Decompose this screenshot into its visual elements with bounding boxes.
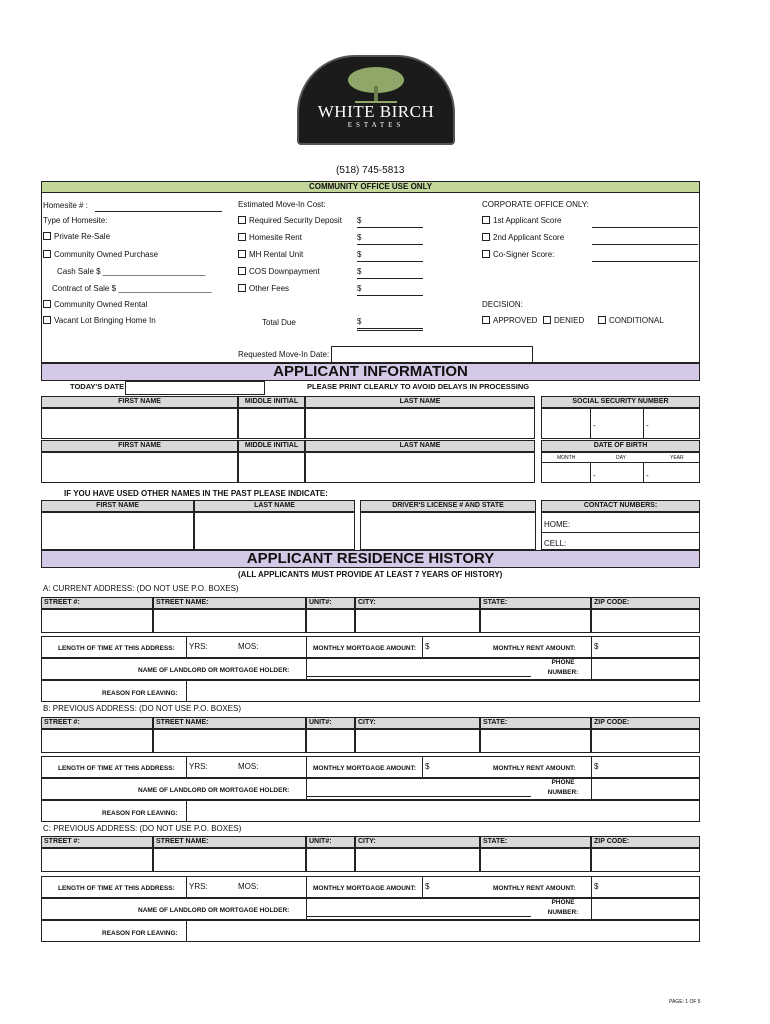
dollar-sign: $ — [357, 267, 362, 276]
zip-input[interactable] — [591, 729, 700, 753]
mortgage-amount-input[interactable]: $ — [425, 882, 430, 891]
landlord-phone-label: PHONE NUMBER: — [547, 659, 579, 676]
unit-input[interactable] — [306, 609, 355, 633]
dob-divider — [590, 462, 591, 483]
rent-label: MONTHLY RENT AMOUNT: — [493, 765, 576, 772]
other-last-name-input[interactable] — [194, 512, 355, 550]
length-label: LENGTH OF TIME AT THIS ADDRESS: — [58, 645, 175, 652]
checkbox-icon[interactable] — [482, 250, 490, 258]
rent-amount-input[interactable]: $ — [594, 762, 599, 771]
divider — [591, 756, 592, 778]
ssn-dash: - — [593, 421, 596, 430]
street-name-header: STREET NAME: — [153, 836, 306, 848]
dollar-sign: $ — [357, 216, 362, 225]
unit-header: UNIT#: — [306, 597, 355, 609]
dollar-sign: $ — [357, 317, 362, 326]
landlord-phone-label: PHONE NUMBER: — [547, 899, 579, 916]
first-name-header: FIRST NAME — [41, 396, 238, 408]
landlord-label: NAME OF LANDLORD OR MORTGAGE HOLDER: — [138, 787, 290, 794]
mh-rental-unit-option[interactable]: MH Rental Unit — [238, 250, 303, 260]
todays-date-label: TODAY'S DATE — [70, 382, 125, 391]
landlord-input[interactable] — [306, 796, 531, 797]
landlord-phone-label: PHONE NUMBER: — [547, 779, 579, 796]
conditional-option[interactable]: CONDITIONAL — [598, 316, 664, 326]
logo-title: WHITE BIRCH — [317, 102, 435, 121]
unit-input[interactable] — [306, 729, 355, 753]
middle-initial-header: MIDDLE INITIAL — [238, 440, 305, 452]
cos-downpayment-amount[interactable] — [357, 278, 423, 279]
yrs-label[interactable]: YRS: — [189, 642, 208, 651]
other-last-name-header: LAST NAME — [194, 500, 355, 512]
divider — [186, 756, 187, 778]
zip-input[interactable] — [591, 848, 700, 872]
dob-day-label: DAY — [616, 455, 626, 461]
length-label: LENGTH OF TIME AT THIS ADDRESS: — [58, 765, 175, 772]
mos-label[interactable]: MOS: — [238, 882, 259, 891]
state-header: STATE: — [480, 836, 591, 848]
divider — [186, 636, 187, 658]
mos-label[interactable]: MOS: — [238, 762, 259, 771]
mortgage-amount-input[interactable]: $ — [425, 762, 430, 771]
section-b-label: B: PREVIOUS ADDRESS: (DO NOT USE P.O. BOXES) — [43, 704, 241, 713]
divider — [422, 876, 423, 898]
checkbox-icon[interactable] — [482, 316, 490, 324]
city-input[interactable] — [355, 848, 480, 872]
checkbox-icon[interactable] — [482, 216, 490, 224]
other-first-name-input[interactable] — [41, 512, 194, 550]
last-name-input[interactable] — [305, 408, 535, 439]
mortgage-amount-input[interactable]: $ — [425, 642, 430, 651]
contact-numbers-header: CONTACT NUMBERS: — [541, 500, 700, 512]
dollar-sign: $ — [357, 233, 362, 242]
reason-label: REASON FOR LEAVING: — [102, 810, 178, 817]
last-name-header: LAST NAME — [305, 396, 535, 408]
section-a-label: A: CURRENT ADDRESS: (DO NOT USE P.O. BOXES) — [43, 584, 239, 593]
city-input[interactable] — [355, 729, 480, 753]
dob-dash: - — [646, 471, 649, 480]
last-name-header: LAST NAME — [305, 440, 535, 452]
city-header: CITY: — [355, 836, 480, 848]
office-phone: (518) 745-5813 — [336, 165, 405, 176]
contact-divider — [541, 532, 700, 533]
state-input[interactable] — [480, 848, 591, 872]
landlord-label: NAME OF LANDLORD OR MORTGAGE HOLDER: — [138, 667, 290, 674]
first-name-input[interactable] — [41, 452, 238, 483]
state-header: STATE: — [480, 717, 591, 729]
other-fees-amount[interactable] — [357, 295, 423, 296]
ssn-dash: - — [646, 421, 649, 430]
middle-initial-header: MIDDLE INITIAL — [238, 396, 305, 408]
street-number-header: STREET #: — [41, 717, 153, 729]
cash-sale-field[interactable]: Cash Sale $ _______________________ — [57, 267, 206, 276]
cos-downpayment-option[interactable]: COS Downpayment — [238, 267, 320, 277]
rent-amount-input[interactable]: $ — [594, 882, 599, 891]
mos-label[interactable]: MOS: — [238, 642, 259, 651]
home-phone-label: HOME: — [544, 520, 571, 529]
residence-history-title: APPLICANT RESIDENCE HISTORY — [246, 550, 495, 567]
yrs-label[interactable]: YRS: — [189, 762, 208, 771]
state-input[interactable] — [480, 609, 591, 633]
street-number-header: STREET #: — [41, 597, 153, 609]
ssn-divider — [643, 408, 644, 439]
denied-option[interactable]: DENIED — [543, 316, 584, 326]
checkbox-icon[interactable] — [43, 232, 51, 240]
residence-history-subtitle: (ALL APPLICANTS MUST PROVIDE AT LEAST 7 YEARS OF HISTORY) — [238, 570, 503, 579]
yrs-label[interactable]: YRS: — [189, 882, 208, 891]
length-label: LENGTH OF TIME AT THIS ADDRESS: — [58, 885, 175, 892]
street-name-header: STREET NAME: — [153, 717, 306, 729]
section-c-label: C: PREVIOUS ADDRESS: (DO NOT USE P.O. BOXES) — [43, 824, 242, 833]
divider — [422, 636, 423, 658]
middle-initial-input[interactable] — [238, 452, 305, 483]
second-applicant-score-input[interactable] — [592, 244, 698, 245]
checkbox-icon[interactable] — [238, 216, 246, 224]
street-number-input[interactable] — [41, 609, 153, 633]
security-deposit-option[interactable]: Required Security Deposit — [238, 216, 342, 226]
landlord-input[interactable] — [306, 916, 531, 917]
rent-label: MONTHLY RENT AMOUNT: — [493, 645, 576, 652]
second-applicant-score-option[interactable]: 2nd Applicant Score — [482, 233, 564, 243]
city-input[interactable] — [355, 609, 480, 633]
rent-label: MONTHLY RENT AMOUNT: — [493, 885, 576, 892]
cell-phone-label: CELL: — [544, 539, 567, 548]
checkbox-icon[interactable] — [238, 233, 246, 241]
last-name-input[interactable] — [305, 452, 535, 483]
state-header: STATE: — [480, 597, 591, 609]
contract-sale-field[interactable]: Contract of Sale $ _____________________ — [52, 284, 212, 293]
homesite-rent-option[interactable]: Homesite Rent — [238, 233, 302, 243]
type-of-homesite-label: Type of Homesite: — [43, 216, 108, 225]
divider — [306, 636, 307, 658]
mortgage-label: MONTHLY MORTGAGE AMOUNT: — [313, 645, 417, 652]
city-header: CITY: — [355, 717, 480, 729]
checkbox-icon[interactable] — [598, 316, 606, 324]
street-number-header: STREET #: — [41, 836, 153, 848]
homesite-rent-amount[interactable] — [357, 244, 423, 245]
checkbox-icon[interactable] — [43, 316, 51, 324]
dob-dash: - — [593, 471, 596, 480]
corporate-office-label: CORPORATE OFFICE ONLY: — [482, 200, 589, 209]
checkbox-icon[interactable] — [482, 233, 490, 241]
street-name-input[interactable] — [153, 848, 306, 872]
dob-header: DATE OF BIRTH — [541, 440, 700, 452]
landlord-label: NAME OF LANDLORD OR MORTGAGE HOLDER: — [138, 907, 290, 914]
total-due-double-underline — [357, 330, 423, 331]
other-fees-option[interactable]: Other Fees — [238, 284, 289, 294]
homesite-label: Homesite # : — [43, 201, 88, 210]
divider — [591, 636, 592, 658]
checkbox-icon[interactable] — [543, 316, 551, 324]
state-input[interactable] — [480, 729, 591, 753]
zip-input[interactable] — [591, 609, 700, 633]
divider — [306, 756, 307, 778]
divider — [591, 898, 592, 920]
total-due-label: Total Due — [262, 318, 296, 327]
dob-year-label: YEAR — [670, 455, 684, 461]
private-resale-option[interactable]: Private Re-Sale — [43, 232, 110, 242]
security-deposit-amount[interactable] — [357, 227, 423, 228]
city-header: CITY: — [355, 597, 480, 609]
checkbox-icon[interactable] — [238, 250, 246, 258]
checkbox-icon[interactable] — [43, 250, 51, 258]
dollar-sign: $ — [357, 284, 362, 293]
print-clearly-note: PLEASE PRINT CLEARLY TO AVOID DELAYS IN PROCESSING — [307, 382, 530, 391]
logo-subtitle: ESTATES — [347, 121, 405, 129]
todays-date-input[interactable] — [125, 381, 265, 395]
ssn-header: SOCIAL SECURITY NUMBER — [541, 396, 700, 408]
estimated-move-in-label: Estimated Move-In Cost: — [238, 200, 326, 209]
first-name-header: FIRST NAME — [41, 440, 238, 452]
office-use-header: COMMUNITY OFFICE USE ONLY — [41, 181, 700, 193]
cosigner-score-option[interactable]: Co-Signer Score: — [482, 250, 554, 260]
page-number: PAGE: 1 OF 5 — [669, 999, 701, 1005]
community-owned-purchase-option[interactable]: Community Owned Purchase — [43, 250, 158, 260]
cosigner-score-input[interactable] — [592, 261, 698, 262]
divider — [186, 920, 187, 942]
zip-header: ZIP CODE: — [591, 836, 700, 848]
first-applicant-score-option[interactable]: 1st Applicant Score — [482, 216, 561, 226]
approved-option[interactable]: APPROVED — [482, 316, 537, 326]
middle-initial-input[interactable] — [238, 408, 305, 439]
ssn-input[interactable] — [541, 408, 700, 439]
total-due-amount[interactable] — [357, 328, 423, 329]
dollar-sign: $ — [357, 250, 362, 259]
zip-header: ZIP CODE: — [591, 597, 700, 609]
zip-header: ZIP CODE: — [591, 717, 700, 729]
divider — [186, 680, 187, 702]
divider — [186, 800, 187, 822]
unit-header: UNIT#: — [306, 717, 355, 729]
reason-label: REASON FOR LEAVING: — [102, 690, 178, 697]
community-owned-rental-option[interactable]: Community Owned Rental — [43, 300, 147, 310]
checkbox-icon[interactable] — [238, 267, 246, 275]
street-name-input[interactable] — [153, 609, 306, 633]
mortgage-label: MONTHLY MORTGAGE AMOUNT: — [313, 885, 417, 892]
other-names-note: IF YOU HAVE USED OTHER NAMES IN THE PAST PLEASE INDICATE: — [64, 489, 328, 498]
reason-label: REASON FOR LEAVING: — [102, 930, 178, 937]
street-number-input[interactable] — [41, 848, 153, 872]
applicant-info-title: APPLICANT INFORMATION — [273, 363, 468, 380]
mh-rental-amount[interactable] — [357, 261, 423, 262]
divider — [422, 756, 423, 778]
requested-move-in-input[interactable] — [331, 346, 533, 363]
requested-move-in-label: Requested Move-In Date: — [238, 350, 330, 359]
divider — [186, 876, 187, 898]
drivers-license-header: DRIVER'S LICENSE # AND STATE — [360, 500, 536, 512]
checkbox-icon[interactable] — [238, 284, 246, 292]
divider — [591, 658, 592, 680]
street-name-input[interactable] — [153, 729, 306, 753]
drivers-license-input[interactable] — [360, 512, 536, 550]
street-name-header: STREET NAME: — [153, 597, 306, 609]
street-number-input[interactable] — [41, 729, 153, 753]
dob-divider — [643, 462, 644, 483]
unit-input[interactable] — [306, 848, 355, 872]
first-name-input[interactable] — [41, 408, 238, 439]
checkbox-icon[interactable] — [43, 300, 51, 308]
other-first-name-header: FIRST NAME — [41, 500, 194, 512]
divider — [306, 876, 307, 898]
mortgage-label: MONTHLY MORTGAGE AMOUNT: — [313, 765, 417, 772]
dob-month-label: MONTH — [557, 455, 576, 461]
tree-icon — [345, 64, 407, 104]
ssn-divider — [590, 408, 591, 439]
landlord-input[interactable] — [306, 676, 531, 677]
homesite-input[interactable] — [95, 211, 222, 212]
vacant-lot-option[interactable]: Vacant Lot Bringing Home In — [43, 316, 156, 326]
first-applicant-score-input[interactable] — [592, 227, 698, 228]
rent-amount-input[interactable]: $ — [594, 642, 599, 651]
unit-header: UNIT#: — [306, 836, 355, 848]
divider — [591, 876, 592, 898]
divider — [591, 778, 592, 800]
decision-label: DECISION: — [482, 300, 523, 309]
